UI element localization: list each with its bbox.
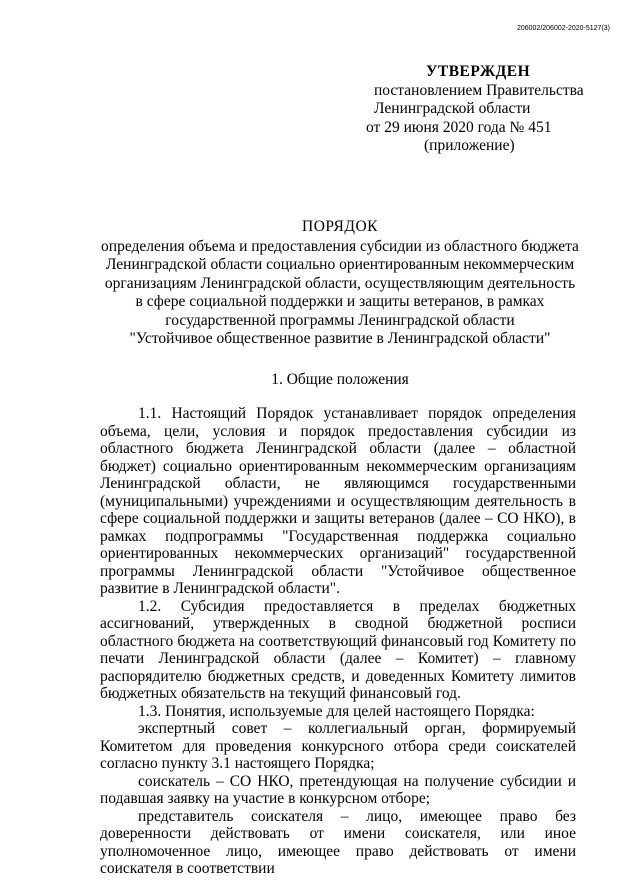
approval-line-4: (приложение) — [424, 137, 515, 154]
definition-expert-council: экспертный совет – коллегиальный орган, формируемый Комитетом для проведения конкурсного отбора среди соискателей согласно пункту 3.1 настоящего Порядка; — [100, 720, 576, 772]
approval-line-1: постановлением Правительства — [374, 81, 584, 99]
document-heading — [100, 218, 580, 349]
heading-line: в сфере социальной поддержки и защиты ветеранов, в рамках — [135, 293, 545, 310]
paragraph-1-2: 1.2. Субсидия предоставляется в пределах бюджетных ассигнований, утвержденных в сводной бюджетной росписи областного бюджета на соответствующий финансовый год Комитету по печати Ленинградской области (далее – Комитет) – главному распорядителю бюджетных средств, и доведенных Комитету лимитов бюджетных обязательств на текущий финансовый год. — [100, 597, 576, 702]
approval-title: УТВЕРЖДЕН — [426, 63, 531, 80]
section-title: 1. Общие положения — [271, 371, 409, 388]
approval-stamp — [366, 63, 596, 156]
approval-line-3: от 29 июня 2020 года № 451 — [366, 118, 552, 136]
definition-applicant: соискатель – СО НКО, претендующая на получение субсидии и подавшая заявку на участие в конкурсном отборе; — [100, 772, 576, 807]
definition-applicant-representative: представитель соискателя – лицо, имеющее право без доверенности действовать от имени соискателя, или иное уполномоченное лицо, имеющее право действовать от имени соискателя в соответствии — [100, 807, 576, 877]
approval-line-2: Ленинградской области — [374, 100, 531, 117]
heading-line: "Устойчивое общественное развитие в Ленинградской области" — [129, 330, 551, 347]
paragraph-1-3: 1.3. Понятия, используемые для целей настоящего Порядка: — [138, 702, 535, 720]
document-body — [100, 405, 576, 878]
paragraph-1-1: 1.1. Настоящий Порядок устанавливает порядок определения объема, цели, условия и порядок предоставления субсидии из областного бюджета Ленинградской области (далее – областной бюджет) социально ориентированным некоммерческим организациям Ленинградской области, не являющимся государственными (муниципальными) учреждениями и осуществляющим деятельность в сфере социальной поддержки и защиты ветеранов (далее – СО НКО), в рамках подпрограммы "Государственная поддержка социально ориентированных некоммерческих организаций" государственной программы Ленинградской области "Устойчивое общественное развитие в Ленинградской области". — [100, 405, 576, 597]
document-registration-number: 206002/206002-2020-5127(3) — [516, 25, 610, 32]
heading-line: организациям Ленинградской области, осуществляющим деятельность — [104, 274, 576, 292]
heading-line: Ленинградской области социально ориентированным некоммерческим — [105, 256, 575, 273]
heading-line: определения объема и предоставления субсидии из областного бюджета — [101, 237, 579, 255]
heading-line: государственной программы Ленинградской области — [165, 311, 515, 329]
document-title: ПОРЯДОК — [302, 218, 378, 235]
